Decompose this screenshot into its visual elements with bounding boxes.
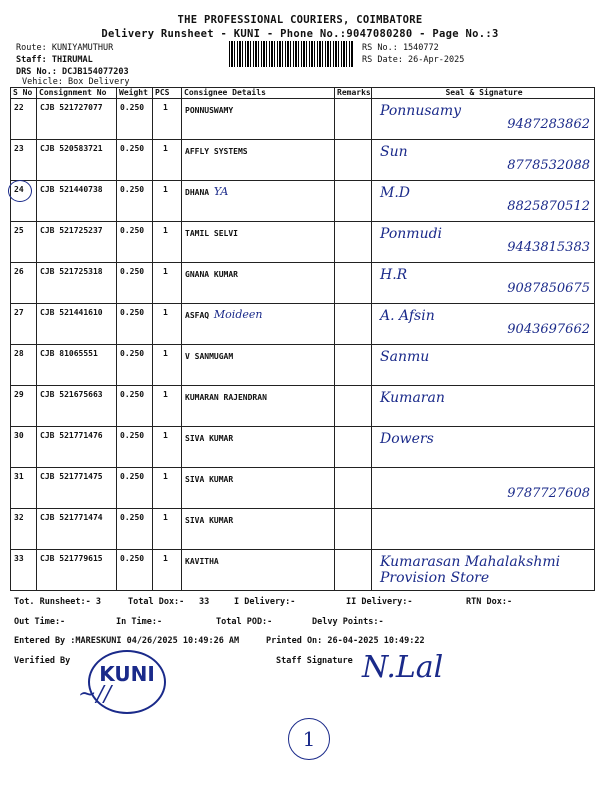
staff-label: Staff: THIRUMAL <box>16 55 93 65</box>
table-row <box>11 427 595 468</box>
table-row <box>11 468 595 509</box>
cell-signature <box>372 427 595 468</box>
signature-cell-content <box>372 386 594 426</box>
cell-consignment: CJB 521771476 <box>37 427 117 468</box>
table-row <box>11 140 595 181</box>
cell-pcs: 1 <box>153 550 182 591</box>
cell-signature <box>372 386 595 427</box>
signature-cell-content <box>372 222 594 262</box>
cell-signature <box>372 509 595 550</box>
cell-consignee <box>182 304 335 345</box>
ii-delivery: II Delivery:- <box>346 597 413 607</box>
cell-pcs: 1 <box>153 140 182 181</box>
cell-consignee <box>182 263 335 304</box>
col-consignment: Consignment No <box>37 88 117 99</box>
phone-handwriting: 9443815383 <box>507 240 590 255</box>
cell-signature <box>372 550 595 591</box>
cell-weight: 0.250 <box>117 304 153 345</box>
cell-consignment: CJB 521441610 <box>37 304 117 345</box>
cell-sno: 31 <box>11 468 37 509</box>
table-row <box>11 345 595 386</box>
cell-weight: 0.250 <box>117 468 153 509</box>
table-row <box>11 263 595 304</box>
vehicle-label: Vehicle: Box Delivery <box>22 77 130 87</box>
phone-handwriting: 8778532088 <box>507 158 590 173</box>
signature-cell-content <box>372 140 594 180</box>
cell-pcs: 1 <box>153 99 182 140</box>
table-row <box>11 304 595 345</box>
cell-sno: 27 <box>11 304 37 345</box>
cell-consignment: CJB 520583721 <box>37 140 117 181</box>
in-time: In Time:- <box>116 617 163 627</box>
cell-consignment: CJB 521771474 <box>37 509 117 550</box>
cell-weight: 0.250 <box>117 99 153 140</box>
rs-number: RS No.: 1540772 <box>362 43 439 53</box>
cell-pcs: 1 <box>153 304 182 345</box>
cell-consignment: CJB 521727077 <box>37 99 117 140</box>
consignee-name: V SANMUGAM <box>185 352 234 361</box>
barcode <box>229 41 354 67</box>
signature-handwriting: Sanmu <box>380 349 430 365</box>
signature-cell-content <box>372 181 594 221</box>
cell-signature <box>372 345 595 386</box>
route-label: Route: KUNIYAMUTHUR <box>16 43 114 53</box>
verifier-scribble: ~∕∕ <box>78 682 112 707</box>
cell-consignee <box>182 386 335 427</box>
signature-handwriting: Ponmudi <box>380 226 443 242</box>
cell-weight: 0.250 <box>117 140 153 181</box>
stamp-text: KUNI <box>99 662 155 686</box>
cell-weight: 0.250 <box>117 181 153 222</box>
signature-handwriting: M.D <box>380 185 411 201</box>
rs-date: RS Date: 26-Apr-2025 <box>362 55 465 65</box>
cell-weight: 0.250 <box>117 550 153 591</box>
signature-cell-content <box>372 263 594 303</box>
table-row <box>11 181 595 222</box>
cell-signature <box>372 140 595 181</box>
cell-sno: 29 <box>11 386 37 427</box>
phone-handwriting: 8825870512 <box>507 199 590 214</box>
signature-cell-content <box>372 345 594 385</box>
cell-signature <box>372 468 595 509</box>
cell-remarks <box>335 345 372 386</box>
cell-consignee <box>182 345 335 386</box>
cell-consignee <box>182 222 335 263</box>
signature-cell-content <box>372 468 594 508</box>
phone-handwriting: 9087850675 <box>507 281 590 296</box>
table-row <box>11 386 595 427</box>
cell-pcs: 1 <box>153 263 182 304</box>
rtn-dox: RTN Dox:- <box>466 597 513 607</box>
cell-pcs: 1 <box>153 222 182 263</box>
entered-by: Entered By :MARESKUNI 04/26/2025 10:49:26 AM <box>14 636 240 646</box>
col-weight: Weight <box>117 88 153 99</box>
col-consignee: Consignee Details <box>182 88 335 99</box>
printed-on: Printed On: 26-04-2025 10:49:22 <box>266 636 425 646</box>
cell-remarks <box>335 222 372 263</box>
cell-consignee <box>182 427 335 468</box>
cell-consignment: CJB 521725237 <box>37 222 117 263</box>
cell-pcs: 1 <box>153 427 182 468</box>
cell-remarks <box>335 99 372 140</box>
delvy-points: Delvy Points:- <box>312 617 384 627</box>
consignee-name: SIVA KUMAR <box>185 434 234 443</box>
page-mark: 1 <box>288 718 330 760</box>
cell-remarks <box>335 140 372 181</box>
table-row <box>11 509 595 550</box>
tot-runsheet: Tot. Runsheet:- 3 <box>14 597 101 607</box>
phone-handwriting: 9787727608 <box>507 486 590 501</box>
col-signature: Seal & Signature <box>372 88 595 99</box>
phone-handwriting: 9043697662 <box>507 322 590 337</box>
staff-signature-handwriting: N.Lal <box>362 650 444 685</box>
signature-handwriting: Ponnusamy <box>380 103 462 119</box>
consignee-handwritten: YA <box>213 185 229 198</box>
cell-remarks <box>335 304 372 345</box>
col-sno: S No <box>11 88 37 99</box>
table-row <box>11 222 595 263</box>
consignee-name: TAMIL SELVI <box>185 229 238 238</box>
cell-weight: 0.250 <box>117 263 153 304</box>
cell-remarks <box>335 509 372 550</box>
cell-remarks <box>335 386 372 427</box>
cell-pcs: 1 <box>153 468 182 509</box>
consignee-name: KUMARAN RAJENDRAN <box>185 393 267 402</box>
consignee-name: KAVITHA <box>185 557 219 566</box>
cell-consignee <box>182 99 335 140</box>
phone-handwriting: 9487283862 <box>507 117 590 132</box>
cell-remarks <box>335 427 372 468</box>
cell-sno: 24 <box>11 181 37 222</box>
cell-sno: 23 <box>11 140 37 181</box>
cell-remarks <box>335 263 372 304</box>
cell-sno: 25 <box>11 222 37 263</box>
cell-weight: 0.250 <box>117 427 153 468</box>
signature-cell-content <box>372 99 594 139</box>
cell-sno: 26 <box>11 263 37 304</box>
cell-signature <box>372 222 595 263</box>
cell-pcs: 1 <box>153 386 182 427</box>
table-row <box>11 99 595 140</box>
table-row <box>11 550 595 591</box>
cell-consignee <box>182 181 335 222</box>
cell-consignment: CJB 81065551 <box>37 345 117 386</box>
signature-handwriting: H.R <box>380 267 408 283</box>
cell-signature <box>372 263 595 304</box>
consignee-name: PONNUSWAMY <box>185 106 234 115</box>
col-remarks: Remarks <box>335 88 372 99</box>
cell-pcs: 1 <box>153 345 182 386</box>
signature-cell-content <box>372 427 594 467</box>
consignee-name: AFFLY SYSTEMS <box>185 147 248 156</box>
total-dox-label: Total Dox:- <box>128 597 185 607</box>
cell-sno: 33 <box>11 550 37 591</box>
total-pod: Total POD:- <box>216 617 273 627</box>
cell-weight: 0.250 <box>117 386 153 427</box>
cell-consignment: CJB 521440738 <box>37 181 117 222</box>
cell-consignee <box>182 468 335 509</box>
consignee-name: ASFAQ Moideen <box>185 308 263 321</box>
cell-sno: 22 <box>11 99 37 140</box>
signature-handwriting: Kumaran <box>380 390 445 406</box>
runsheet-subtitle: Delivery Runsheet - KUNI - Phone No.:9047080280 - Page No.:3 <box>101 28 499 40</box>
cell-signature <box>372 181 595 222</box>
cell-signature <box>372 99 595 140</box>
cell-pcs: 1 <box>153 181 182 222</box>
cell-consignee <box>182 509 335 550</box>
cell-consignee <box>182 140 335 181</box>
consignee-name: SIVA KUMAR <box>185 516 234 525</box>
out-time: Out Time:- <box>14 617 66 627</box>
signature-handwriting: A. Afsin <box>380 308 435 324</box>
i-delivery: I Delivery:- <box>234 597 296 607</box>
consignee-name: SIVA KUMAR <box>185 475 234 484</box>
runsheet-table <box>10 87 595 591</box>
cell-consignee <box>182 550 335 591</box>
cell-consignment: CJB 521779615 <box>37 550 117 591</box>
company-title: THE PROFESSIONAL COURIERS, COIMBATORE <box>177 14 423 26</box>
cell-sno: 32 <box>11 509 37 550</box>
consignee-name: GNANA KUMAR <box>185 270 238 279</box>
staff-signature-label: Staff Signature <box>276 656 353 666</box>
cell-pcs: 1 <box>153 509 182 550</box>
total-dox-value: 33 <box>199 597 210 607</box>
cell-signature <box>372 304 595 345</box>
cell-weight: 0.250 <box>117 222 153 263</box>
cell-weight: 0.250 <box>117 345 153 386</box>
circle-mark <box>8 180 32 202</box>
cell-consignment: CJB 521675663 <box>37 386 117 427</box>
cell-remarks <box>335 181 372 222</box>
signature-cell-content <box>372 304 594 344</box>
signature-cell-content <box>372 509 594 549</box>
cell-remarks <box>335 468 372 509</box>
signature-handwriting: Kumarasan Mahalakshmi Provision Store <box>380 554 561 586</box>
signature-cell-content <box>372 550 594 590</box>
cell-sno: 30 <box>11 427 37 468</box>
consignee-name: DHANA YA <box>185 185 229 198</box>
signature-handwriting: Dowers <box>380 431 434 447</box>
cell-remarks <box>335 550 372 591</box>
drs-label: DRS No.: DCJB154077203 <box>16 67 129 77</box>
verified-by: Verified By <box>14 656 71 666</box>
consignee-handwritten: Moideen <box>213 308 263 321</box>
cell-consignment: CJB 521725318 <box>37 263 117 304</box>
cell-weight: 0.250 <box>117 509 153 550</box>
col-pcs: PCS <box>153 88 182 99</box>
cell-consignment: CJB 521771475 <box>37 468 117 509</box>
table-header <box>11 88 595 99</box>
cell-sno: 28 <box>11 345 37 386</box>
signature-handwriting: Sun <box>380 144 408 160</box>
